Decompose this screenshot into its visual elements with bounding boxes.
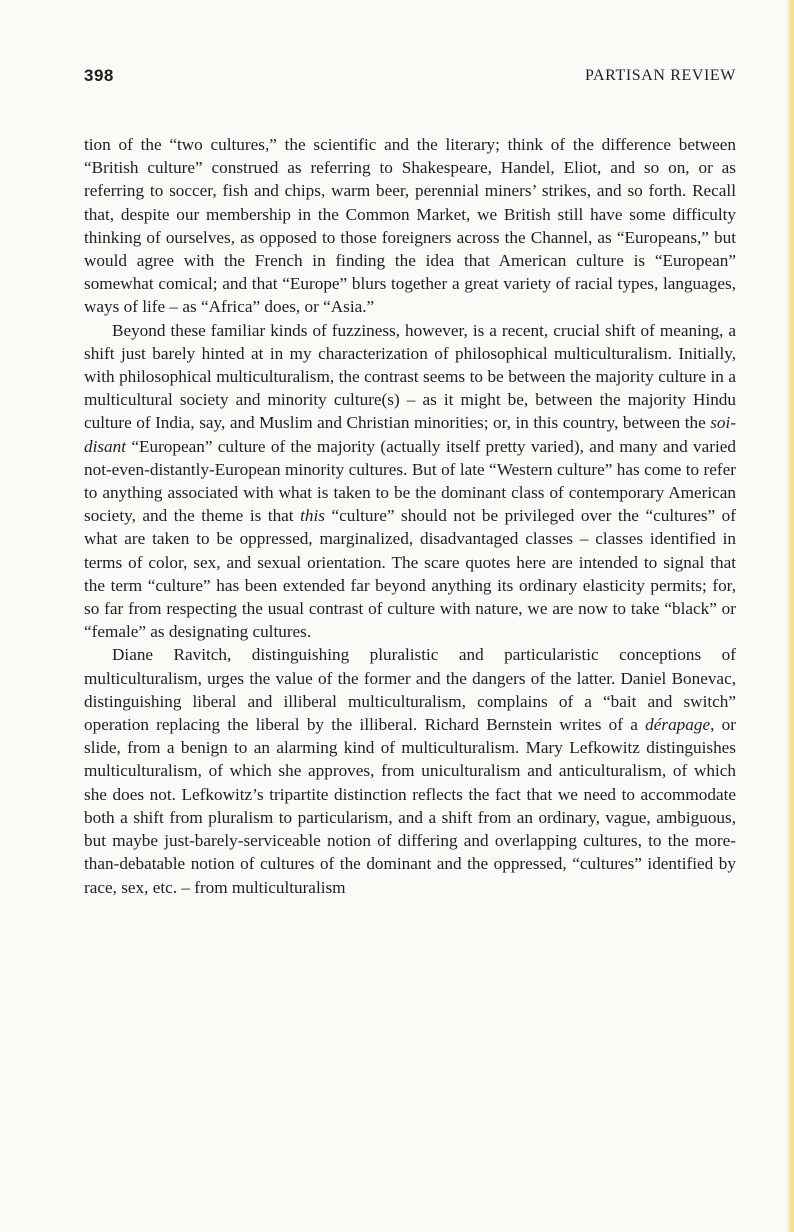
- italic-run: dérapage: [645, 715, 711, 735]
- text-run: Beyond these familiar kinds of fuzziness, however, is a recent, crucial shift of meaning, a shift just barely hinted at in my characterization of philosophical multiculturalism. Initially, with philosophical multiculturalism, the contrast seems to be between the majority culture in a multicultural society and minority culture(s) – as it might be, between the majority Hindu culture of India, say, and Muslim and Christian minorities; or, in this country, between the: [84, 320, 736, 433]
- page-edge: [786, 0, 794, 1232]
- text-run: Diane Ravitch, distinguishing pluralistic and particularistic conceptions of multiculturalism, urges the value of the former and the dangers of the latter. Daniel Bonevac, distinguishing liberal and illiberal multiculturalism, complains of a “bait and switch” operation replacing the liberal by the illiberal. Richard Bernstein writes of a: [84, 645, 736, 735]
- page-number: 398: [84, 66, 114, 85]
- page-header: [84, 66, 736, 90]
- text-run: tion of the “two cultures,” the scientific and the literary; think of the difference between “British culture” construed as referring to Shakespeare, Handel, Eliot, and so on, or as referring to soccer, fish and chips, warm beer, perennial miners’ strikes, and so forth. Recall that, despite our membership in the Common Market, we British still have some difficulty thinking of ourselves, as opposed to those foreigners across the Channel, as “Europeans,” but would agree with the French in finding the idea that American culture is “European” somewhat comical; and that “Europe” blurs together a great variety of racial types, languages, ways of life – as “Africa” does, or “Asia.”: [84, 135, 736, 317]
- text-run: “European” culture of the majority (actually itself pretty varied), and many and varied not-even-distantly-European minority cultures. But of late “Western culture” has come to refer to anything associated with what is taken to be the dominant class of contemporary American society, and the theme is that: [84, 436, 736, 526]
- italic-run: soi-disant: [84, 413, 736, 456]
- text-run: “culture” should not be privileged over the “cultures” of what are taken to be oppressed, marginalized, disadvantaged classes – classes identified in terms of color, sex, and sexual orientation. The scare quotes here are intended to signal that the term “culture” has been extended far beyond anything its ordinary elasticity permits; for, so far from respecting the usual contrast of culture with nature, we are now to take “black” or “female” as designating cultures.: [84, 506, 736, 642]
- italic-run: this: [300, 506, 325, 526]
- paragraph: [84, 319, 736, 644]
- paragraph: [84, 643, 736, 898]
- running-head: PARTISAN REVIEW: [584, 67, 736, 84]
- paragraph: [84, 133, 736, 319]
- text-run: , or slide, from a benign to an alarming kind of multiculturalism. Mary Lefkowitz distinguishes multiculturalism, of which she approves, from uniculturalism and anticulturalism, of which she does not. Lefkowitz’s tripartite distinction reflects the fact that we need to accommodate both a shift from pluralism to particularism, and a shift from an ordinary, vague, ambiguous, but maybe just-barely-serviceable notion of differing and overlapping cultures, to the more-than-debatable notion of cultures of the dominant and the oppressed, “cultures” identified by race, sex, etc. – from multiculturalism: [84, 715, 736, 897]
- body-text: [84, 133, 736, 899]
